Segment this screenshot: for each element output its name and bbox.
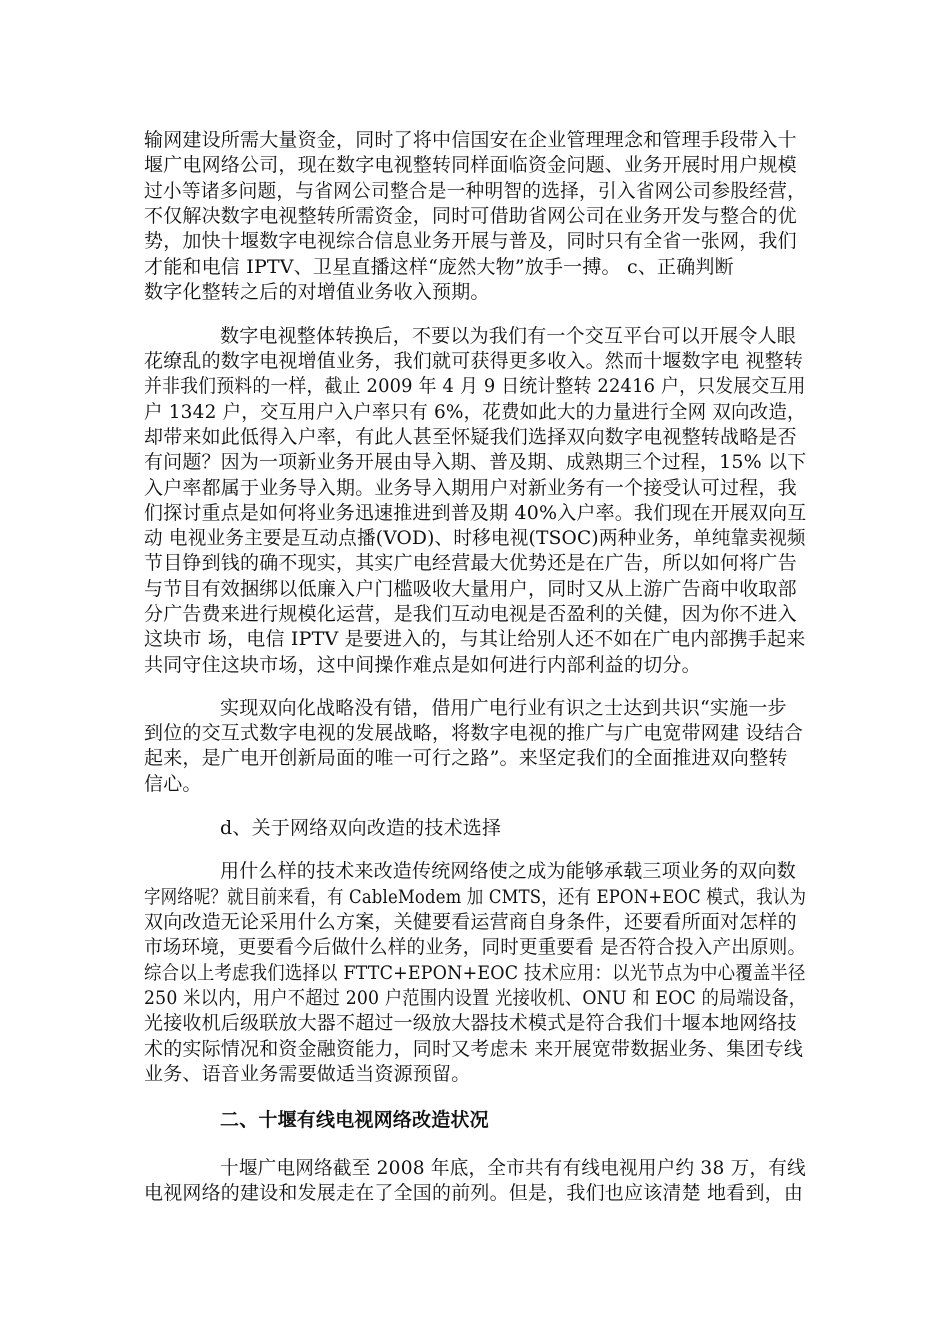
text-line: 入户率都属于业务导入期。业务导入期用户对新业务有一个接受认可过程，我 — [144, 477, 797, 499]
text-line: 用什么样的技术来改造传统网络使之成为能够承载三项业务的双向数 — [220, 860, 797, 882]
text-line: 有问题？因为一项新业务开展由导入期、普及期、成熟期三个过程，15% 以下 — [144, 451, 807, 473]
text-line: 数字化整转之后的对增值业务收入预期。 — [144, 281, 490, 303]
text-line: 却带来如此低得入户率，有此人甚至怀疑我们选择双向数字电视整转战略是否 — [144, 426, 797, 448]
text-line: 过小等诸多问题，与省网公司整合是一种明智的选择，引入省网公司参股经营， — [144, 180, 807, 202]
text-line: 输网建设所需大量资金，同时了将中信国安在企业管理理念和管理手段带入十 — [144, 129, 797, 151]
text-line: 与节目有效捆绑以低廉入户门槛吸收大量用户，同时又从上游广告商中收取部 — [144, 578, 797, 600]
text-line: 堰广电网络公司，现在数字电视整转同样面临资金问题、业务开展时用户规模 — [144, 154, 797, 176]
text-line: 250 米以内，用户不超过 200 户范围内设置 光接收机、ONU 和 EOC 的局端设备， — [144, 987, 807, 1009]
section-subheading: d、关于网络双向改造的技术选择 — [220, 817, 502, 839]
text-line: 光接收机后级联放大器不超过一级放大器技术模式是符合我们十堰本地网络技 — [144, 1012, 797, 1034]
text-line: 到位的交互式数字电视的发展战略，将数字电视的推广与广电宽带网建 设结合 — [144, 722, 804, 744]
text-line: 户 1342 户，交互用户入户率只有 6%，花费如此大的力量进行全网 双向改造， — [144, 401, 806, 423]
text-line: 节目铮到钱的确不现实，其实广电经营最大优势还是在广告，所以如何将广告 — [144, 552, 797, 574]
text-line: 电视网络的建设和发展走在了全国的前列。但是，我们也应该清楚 地看到，由 — [144, 1182, 804, 1204]
text-line: 这块市 场，电信 IPTV 是要进入的，与其让给别人还不如在广电内部携手起来 — [144, 628, 806, 650]
text-line: 势，加快十堰数字电视综合信息业务开展与普及，同时只有全省一张网，我们 — [144, 230, 797, 252]
text-line: 才能和电信 IPTV、卫星直播这样“庞然大物”放手一搏。 c、正确判断 — [144, 256, 734, 278]
text-line: 综合以上考虑我们选择以 FTTC+EPON+EOC 技术应用：以光节点为中心覆盖半径 — [144, 962, 806, 984]
text-line: 实现双向化战略没有错，借用广电行业有识之士达到共识“实施一步 — [220, 697, 787, 719]
text-line: 数字电视整体转换后，不要以为我们有一个交互平台可以开展令人眼 — [220, 325, 797, 347]
text-line: 们探讨重点是如何将业务迅速推进到普及期 40%入户率。我们现在开展双向互 — [144, 502, 807, 524]
section-heading: 二、十堰有线电视网络改造状况 — [220, 1109, 489, 1131]
text-line: 术的实际情况和资金融资能力，同时又考虑未 来开展宽带数据业务、集团专线 — [144, 1038, 804, 1060]
text-line: 分广告费来进行规模化运营，是我们互动电视是否盈利的关健，因为你不进入 — [144, 603, 797, 625]
text-line: 双向改造无论采用什么方案，关健要看运营商自身条件，还要看所面对怎样的 — [144, 911, 797, 933]
text-line: 共同守住这块市场，这中间操作难点是如何进行内部利益的切分。 — [144, 654, 701, 676]
text-line: 十堰广电网络截至 2008 年底，全市共有有线电视用户约 38 万，有线 — [220, 1157, 806, 1179]
text-line: 动 电视业务主要是互动点播(VOD)、时移电视(TSOC)两种业务，单纯靠卖视频 — [144, 527, 806, 549]
text-line: 信心。 — [144, 773, 202, 795]
text-line: 并非我们预料的一样，截止 2009 年 4 月 9 日统计整转 22416 户，只发展交互用 — [144, 375, 806, 397]
text-line: 花缭乱的数字电视增值业务，我们就可获得更多收入。然而十堰数字电 视整转 — [144, 350, 804, 372]
text-line: 起来，是广电开创新局面的唯一可行之路”。来坚定我们的全面推进双向整转 — [144, 747, 788, 769]
text-line: 不仅解决数字电视整转所需资金，同时可借助省网公司在业务开发与整合的优 — [144, 205, 797, 227]
text-line: 字网络呢？就目前来看，有 CableModem 加 CMTS，还有 EPON+EOC 模式，我认为 — [144, 886, 807, 908]
text-line: 业务、语音业务需要做适当资源预留。 — [144, 1063, 471, 1085]
text-line: 市场环境，更要看今后做什么样的业务，同时更重要看 是否符合投入产出原则。 — [144, 936, 807, 958]
